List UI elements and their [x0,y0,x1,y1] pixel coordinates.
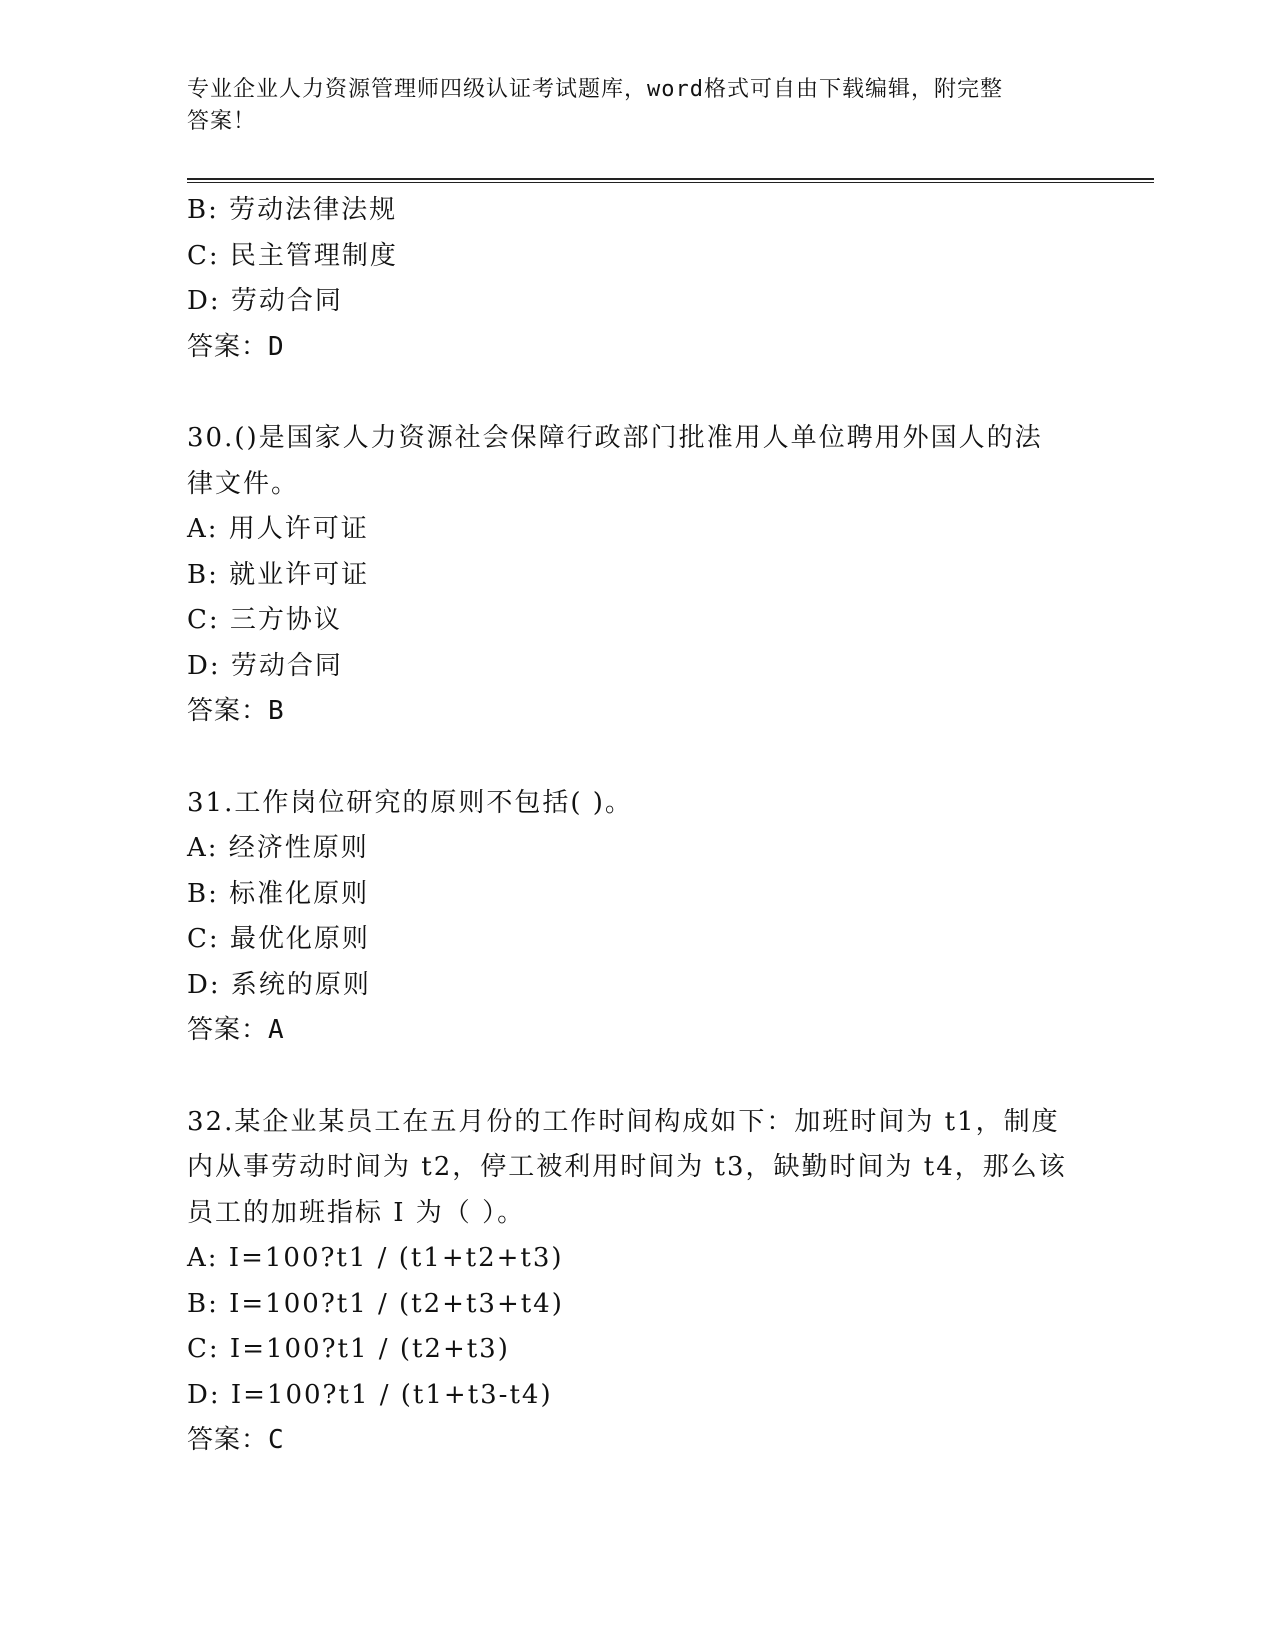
option-d: D: 劳动合同 [187,650,343,681]
question-31 [187,781,1087,1054]
question-title-line: 31.工作岗位研究的原则不包括( )。 [187,787,633,818]
spacer [187,1054,1087,1100]
answer-line: 答案：B [187,696,285,726]
option-c: C: 民主管理制度 [187,240,398,271]
option-a: A: 经济性原则 [187,833,369,863]
option-d: D: I=100?t1 / (t1+t3-t4) [187,1379,553,1410]
header-intro-line-2: 答案！ [187,109,257,134]
option-d: D: 系统的原则 [187,969,371,1000]
answer-line: 答案：D [187,331,285,362]
option-b: B: 就业许可证 [187,559,370,590]
question-title-line: 内从事劳动时间为 t2，停工被利用时间为 t3，缺勤时间为 t4，那么该 [187,1152,1067,1182]
option-c: C: I=100?t1 / (t2+t3) [187,1334,510,1364]
option-a: A: I=100?t1 / (t1+t2+t3) [187,1243,564,1273]
question-title-line: 律文件。 [187,468,300,499]
question-title-line: 30.()是国家人力资源社会保障行政部门批准用人单位聘用外国人的法 [187,423,1043,453]
answer-line: 答案：C [187,1425,285,1455]
option-c: C: 三方协议 [187,605,342,635]
option-a: A: 用人许可证 [187,514,369,544]
option-b: B: 劳动法律法规 [187,195,398,225]
header-intro-line-1: 专业企业人力资源管理师四级认证考试题库，word格式可自由下载编辑，附完整 [187,77,1003,102]
header-divider [187,178,1154,183]
option-c: C: 最优化原则 [187,924,370,954]
question-30 [187,416,1087,735]
option-d: D: 劳动合同 [187,286,343,316]
question-list [187,188,1087,1464]
spacer [187,370,1087,416]
question-title-line: 32.某企业某员工在五月份的工作时间构成如下：加班时间为 t1，制度 [187,1106,1060,1137]
question-29-tail [187,188,1087,370]
document-header [187,74,1077,138]
question-32 [187,1100,1087,1464]
question-title-line: 员工的加班指标 I 为（ ）。 [187,1197,526,1228]
option-b: B: 标准化原则 [187,878,370,909]
option-b: B: I=100?t1 / (t2+t3+t4) [187,1288,564,1319]
spacer [187,735,1087,781]
answer-line: 答案：A [187,1015,285,1045]
